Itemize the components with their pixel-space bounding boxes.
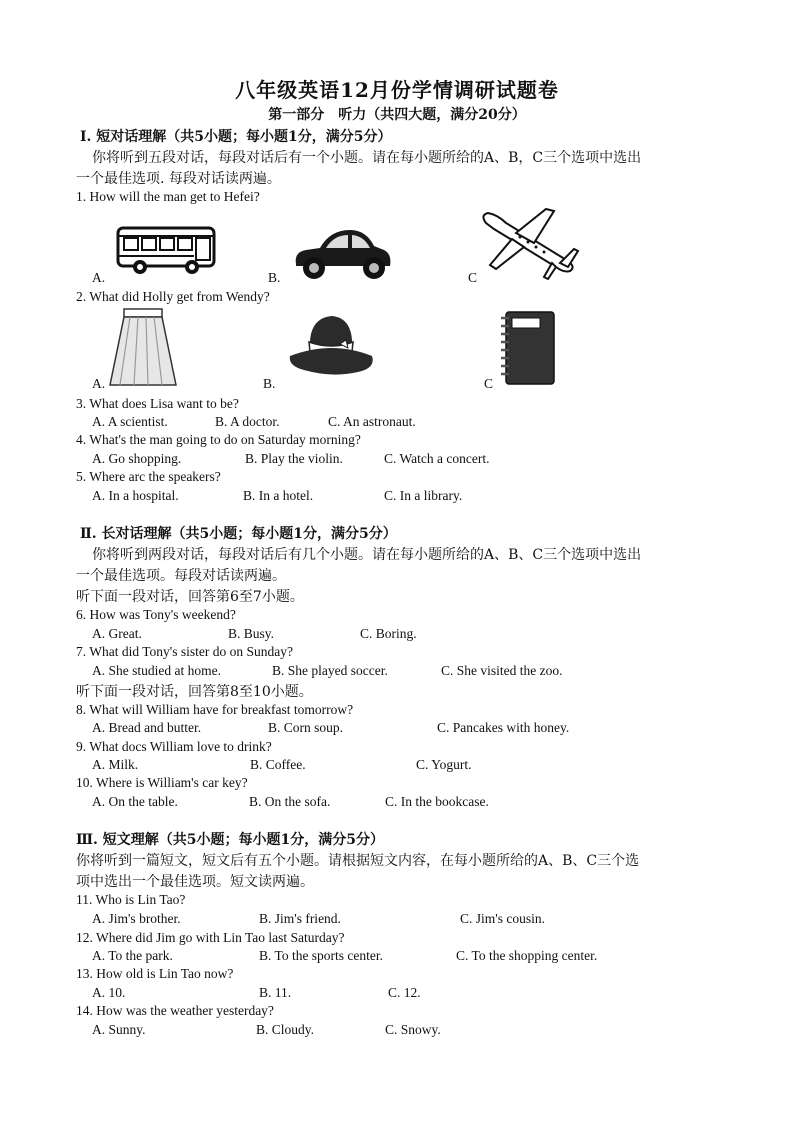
q11-option-c: C. Jim's cousin. [460, 911, 545, 926]
q8-option-c: C. Pancakes with honey. [437, 720, 570, 735]
skirt-icon [108, 307, 178, 389]
q6-option-a: A. Great. [92, 626, 142, 641]
q3-option-a: A. A scientist. [92, 414, 168, 429]
q7-option-c: C. She visited the zoo. [441, 663, 563, 678]
q1-label-c: C [468, 270, 478, 285]
part1-instruction-line1: 你将听到五段对话，每段对话后有一个小题。请在每小题所给的A、B，C三个选项中选出 [92, 150, 642, 166]
bus-icon [116, 222, 218, 277]
question-8: 8. What will William have for breakfast tomorrow? [76, 702, 354, 717]
airplane-icon [476, 203, 580, 281]
part2-lead-1: 听下面一段对话，回答第6至7小题。 [76, 589, 304, 605]
q13-option-a: A. 10. [92, 985, 126, 1000]
q11-option-b: B. Jim's friend. [259, 911, 341, 926]
part3-instruction-line2: 项中选出一个最佳选项。短文读两遍。 [76, 874, 314, 890]
q11-option-a: A. Jim's brother. [92, 911, 181, 926]
q14-option-c: C. Snowy. [385, 1022, 441, 1037]
q4-option-c: C. Watch a concert. [384, 451, 490, 466]
part2-lead-2: 听下面一段对话，回答第8至10小题。 [76, 684, 313, 700]
question-9: 9. What docs William love to drink? [76, 739, 272, 754]
question-14: 14. How was the weather yesterday? [76, 1003, 274, 1018]
part1-heading: Ⅰ. 短对话理解（共5小题；每小题1分，满分5分） [80, 129, 392, 145]
q4-option-a: A. Go shopping. [92, 451, 182, 466]
q3-option-c: C. An astronaut. [328, 414, 416, 429]
q7-option-b: B. She played soccer. [272, 663, 388, 678]
q8-option-a: A. Bread and butter. [92, 720, 202, 735]
q10-option-a: A. On the table. [92, 794, 178, 809]
exam-subtitle: 第一部分 听力（共四大题，满分20分） [268, 107, 526, 123]
question-12: 12. Where did Jim go with Lin Tao last Saturday? [76, 930, 345, 945]
q12-option-b: B. To the sports center. [259, 948, 384, 963]
question-2: 2. What did Holly get from Wendy? [76, 289, 270, 304]
q8-option-b: B. Corn soup. [268, 720, 344, 735]
q13-option-b: B. 11. [259, 985, 292, 1000]
q5-option-c: C. In a library. [384, 488, 463, 503]
notebook-icon [498, 308, 558, 388]
q1-label-b: B. [268, 270, 281, 285]
part2-instruction-line2: 一个最佳选项。每段对话读两遍。 [76, 568, 286, 584]
q7-option-a: A. She studied at home. [92, 663, 221, 678]
q10-option-c: C. In the bookcase. [385, 794, 489, 809]
q12-option-c: C. To the shopping center. [456, 948, 598, 963]
q14-option-a: A. Sunny. [92, 1022, 146, 1037]
question-7: 7. What did Tony's sister do on Sunday? [76, 644, 293, 659]
q4-option-b: B. Play the violin. [245, 451, 343, 466]
q5-option-b: B. In a hotel. [243, 488, 314, 503]
question-1: 1. How will the man get to Hefei? [76, 189, 260, 204]
q13-option-c: C. 12. [388, 985, 421, 1000]
q3-option-b: B. A doctor. [215, 414, 280, 429]
q9-option-c: C. Yogurt. [416, 757, 472, 772]
q10-option-b: B. On the sofa. [249, 794, 331, 809]
q12-option-a: A. To the park. [92, 948, 173, 963]
question-13: 13. How old is Lin Tao now? [76, 966, 234, 981]
q2-label-b: B. [263, 376, 276, 391]
question-4: 4. What's the man going to do on Saturday morning? [76, 432, 361, 447]
q2-label-a: A. [92, 376, 106, 391]
part3-instruction-line1: 你将听到一篇短文，短文后有五个小题。请根据短文内容，在每小题所给的A、B、C三个选 [76, 853, 640, 869]
part1-instruction-line2: 一个最佳选项. 每段对话读两遍。 [76, 171, 281, 187]
q2-label-c: C [484, 376, 494, 391]
exam-title: 八年级英语12月份学情调研试题卷 [235, 78, 559, 102]
question-11: 11. Who is Lin Tao? [76, 892, 186, 907]
hat-icon [288, 310, 374, 378]
q14-option-b: B. Cloudy. [256, 1022, 315, 1037]
question-6: 6. How was Tony's weekend? [76, 607, 236, 622]
car-icon [292, 224, 394, 282]
q1-label-a: A. [92, 270, 106, 285]
part2-heading: Ⅱ. 长对话理解（共5小题；每小题1分，满分5分） [80, 526, 397, 542]
question-10: 10. Where is William's car key? [76, 775, 248, 790]
part3-heading: Ⅲ. 短文理解（共5小题；每小题1分，满分5分） [76, 832, 385, 848]
q5-option-a: A. In a hospital. [92, 488, 179, 503]
q9-option-b: B. Coffee. [250, 757, 306, 772]
question-3: 3. What does Lisa want to be? [76, 396, 239, 411]
q6-option-b: B. Busy. [228, 626, 275, 641]
q6-option-c: C. Boring. [360, 626, 417, 641]
q9-option-a: A. Milk. [92, 757, 139, 772]
part2-instruction-line1: 你将听到两段对话，每段对话后有几个小题。请在每小题所给的A、B、C三个选项中选出 [92, 547, 642, 563]
question-5: 5. Where arc the speakers? [76, 469, 221, 484]
